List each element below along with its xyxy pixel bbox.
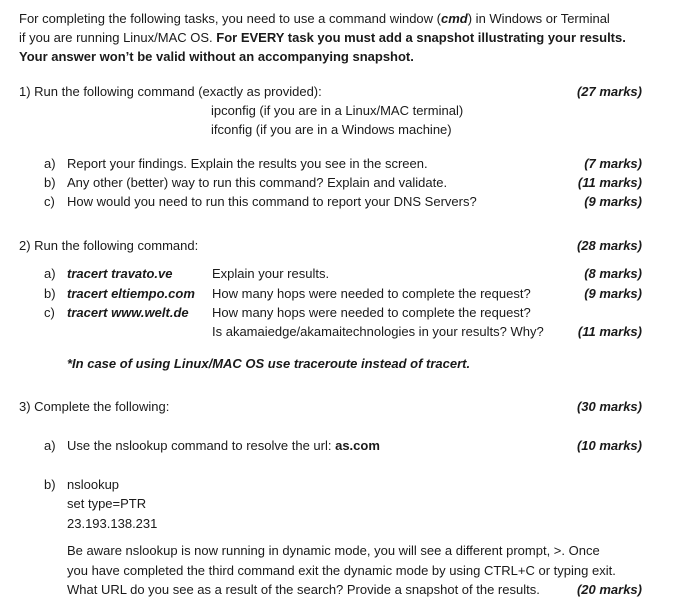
q3-heading: 3) Complete the following: bbox=[19, 399, 170, 414]
q1-item-c-label: c) bbox=[44, 194, 55, 209]
q1-item-b-marks: (11 marks) bbox=[577, 175, 642, 190]
intro-line-3: Your answer won’t be valid without an accompanying snapshot. bbox=[19, 49, 414, 64]
q2-item-b-marks: (9 marks) bbox=[584, 286, 642, 301]
q1-heading: 1) Run the following command (exactly as provided): bbox=[19, 84, 322, 99]
q3-item-b-line-1: nslookup bbox=[67, 477, 120, 492]
q3-item-a-label: a) bbox=[44, 438, 56, 453]
q3-item-b-marks: (20 marks) bbox=[576, 582, 642, 597]
q2-note: *In case of using Linux/MAC OS use traceroute instead of tracert. bbox=[67, 356, 471, 371]
q2-item-c-text: How many hops were needed to complete the request? bbox=[212, 305, 531, 320]
q2-item-a-command: tracert travato.ve bbox=[67, 266, 173, 281]
q2-item-a-text: Explain your results. bbox=[212, 266, 330, 281]
q3-item-a-marks: (10 marks) bbox=[576, 438, 642, 453]
q2-item-a-marks: (8 marks) bbox=[584, 266, 642, 281]
q2-item-c-command: tracert www.welt.de bbox=[67, 305, 189, 320]
q3-item-b-label: b) bbox=[44, 477, 56, 492]
q3-item-b-line-3: 23.193.138.231 bbox=[67, 516, 158, 531]
q1-command-ipconfig: ipconfig (if you are in a Linux/MAC terminal) bbox=[211, 103, 464, 118]
q1-item-b-label: b) bbox=[44, 175, 56, 190]
q3-item-a-text: Use the nslookup command to resolve the url: as.com bbox=[67, 438, 380, 453]
q1-item-a-marks: (7 marks) bbox=[584, 156, 642, 171]
intro-line-1: For completing the following tasks, you need to use a command window (cmd) in Windows or Terminal bbox=[19, 11, 610, 26]
q3-item-b-paragraph-1: Be aware nslookup is now running in dynamic mode, you will see a different prompt, >. Once bbox=[67, 543, 600, 558]
q2-item-b-label: b) bbox=[44, 286, 56, 301]
q2-item-b-text: How many hops were needed to complete the request? bbox=[212, 286, 531, 301]
q3-item-b-line-2: set type=PTR bbox=[67, 496, 147, 511]
q1-item-a-label: a) bbox=[44, 156, 56, 171]
q2-item-b-command: tracert eltiempo.com bbox=[67, 286, 195, 301]
q2-item-c-marks: (11 marks) bbox=[577, 324, 642, 339]
q1-item-a-text: Report your findings. Explain the results you see in the screen. bbox=[67, 156, 428, 171]
q2-marks: (28 marks) bbox=[576, 238, 642, 253]
q1-command-ifconfig: ifconfig (if you are in a Windows machine) bbox=[211, 122, 452, 137]
q1-item-b-text: Any other (better) way to run this command? Explain and validate. bbox=[67, 175, 448, 190]
q3-item-b-paragraph-2: you have completed the third command exit the dynamic mode by using CTRL+C or typing exit. bbox=[67, 563, 616, 578]
q3-item-a-url: as.com bbox=[335, 438, 380, 453]
q2-item-a-label: a) bbox=[44, 266, 56, 281]
q1-item-c-text: How would you need to run this command to report your DNS Servers? bbox=[67, 194, 477, 209]
intro-line-2: if you are running Linux/MAC OS. For EVERY task you must add a snapshot illustrating your results. bbox=[19, 30, 626, 45]
q2-item-c-text-2: Is akamaiedge/akamaitechnologies in your results? Why? bbox=[212, 324, 544, 339]
q1-item-c-marks: (9 marks) bbox=[584, 194, 642, 209]
q3-marks: (30 marks) bbox=[576, 399, 642, 414]
q2-heading: 2) Run the following command: bbox=[19, 238, 199, 253]
q3-item-b-paragraph-3: What URL do you see as a result of the search? Provide a snapshot of the results. bbox=[67, 582, 540, 597]
q2-item-c-label: c) bbox=[44, 305, 55, 320]
q1-marks: (27 marks) bbox=[576, 84, 642, 99]
